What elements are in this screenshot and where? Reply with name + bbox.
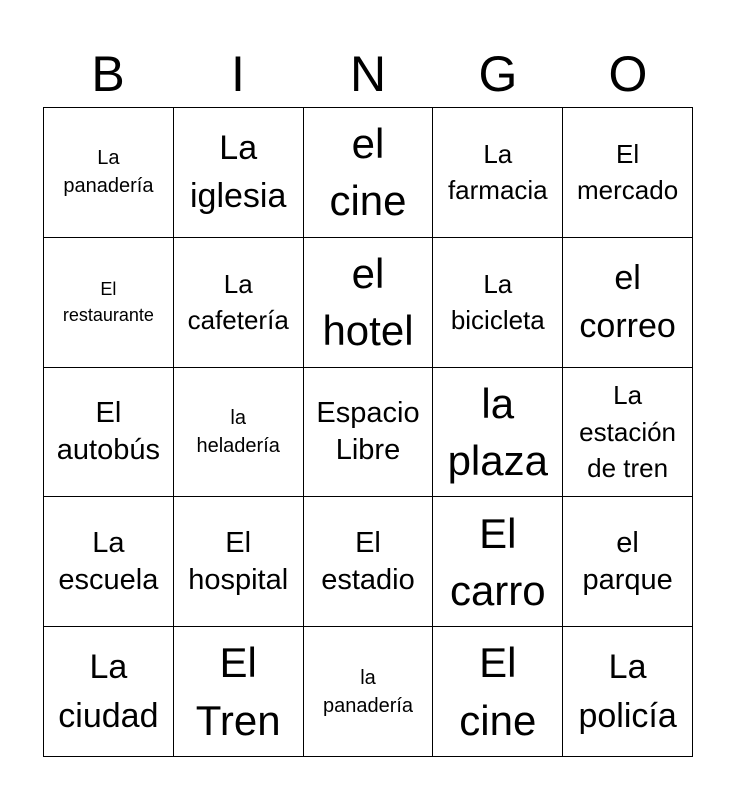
- bingo-cell: [44, 238, 174, 368]
- bingo-cell-text: El Tren: [195, 639, 281, 744]
- bingo-cell: [304, 368, 434, 498]
- bingo-cell-text: La farmacia: [447, 139, 548, 206]
- bingo-cell: [304, 497, 434, 627]
- bingo-cell: [433, 108, 563, 238]
- bingo-cell-text: El hospital: [188, 526, 289, 596]
- bingo-cell: [433, 238, 563, 368]
- bingo-cell-text: La bicicleta: [450, 268, 545, 336]
- bingo-cell-text: La escuela: [58, 526, 159, 596]
- bingo-cell: [563, 497, 693, 627]
- bingo-cell-text: el parque: [582, 526, 673, 596]
- bingo-cell: [44, 368, 174, 498]
- header-letter-i: I: [231, 46, 245, 102]
- bingo-cell: [44, 108, 174, 238]
- bingo-cell-text: La cafetería: [187, 268, 289, 336]
- bingo-cell-text: El cine: [459, 639, 537, 744]
- bingo-cell: [174, 497, 304, 627]
- bingo-cell-text: el correo: [579, 258, 676, 346]
- bingo-cell: [44, 627, 174, 757]
- bingo-cell-text: El restaurante: [62, 279, 154, 326]
- bingo-cell: [174, 627, 304, 757]
- bingo-cell-text: La panadería: [63, 147, 154, 198]
- header-letter-o: O: [608, 46, 648, 102]
- bingo-cell: [563, 108, 693, 238]
- bingo-cell: [304, 238, 434, 368]
- bingo-cell-text: La estación de tren: [579, 380, 677, 484]
- bingo-cell-text: Espacio Libre: [316, 396, 420, 466]
- bingo-cell: [304, 108, 434, 238]
- bingo-cell-text: el hotel: [322, 250, 414, 355]
- bingo-cell: [174, 368, 304, 498]
- header-letter-b: B: [91, 46, 125, 102]
- bingo-cell-text: El carro: [449, 509, 546, 614]
- bingo-header: [43, 40, 693, 108]
- bingo-cell: [174, 238, 304, 368]
- bingo-cell-text: la panadería: [322, 666, 414, 717]
- bingo-cell-text: el cine: [329, 120, 407, 225]
- bingo-cell-text: la plaza: [447, 379, 548, 484]
- bingo-cell: [433, 368, 563, 498]
- bingo-cell-text: la heladería: [196, 406, 280, 457]
- bingo-cell: [563, 627, 693, 757]
- bingo-cell-text: La policía: [578, 648, 677, 735]
- bingo-cell: [44, 497, 174, 627]
- header-letter-g: G: [478, 46, 518, 102]
- bingo-cell-text: El autobús: [56, 396, 160, 466]
- bingo-grid: [43, 107, 693, 757]
- bingo-cell: [563, 368, 693, 498]
- bingo-cell: [433, 627, 563, 757]
- bingo-cell: [433, 497, 563, 627]
- bingo-cell: [304, 627, 434, 757]
- bingo-cell-text: El estadio: [321, 526, 415, 596]
- bingo-cell: [174, 108, 304, 238]
- bingo-cell-text: El mercado: [577, 139, 679, 206]
- header-letter-n: N: [349, 46, 387, 102]
- bingo-cell-text: La iglesia: [190, 129, 287, 216]
- bingo-cell-text: La ciudad: [58, 648, 159, 735]
- bingo-cell: [563, 238, 693, 368]
